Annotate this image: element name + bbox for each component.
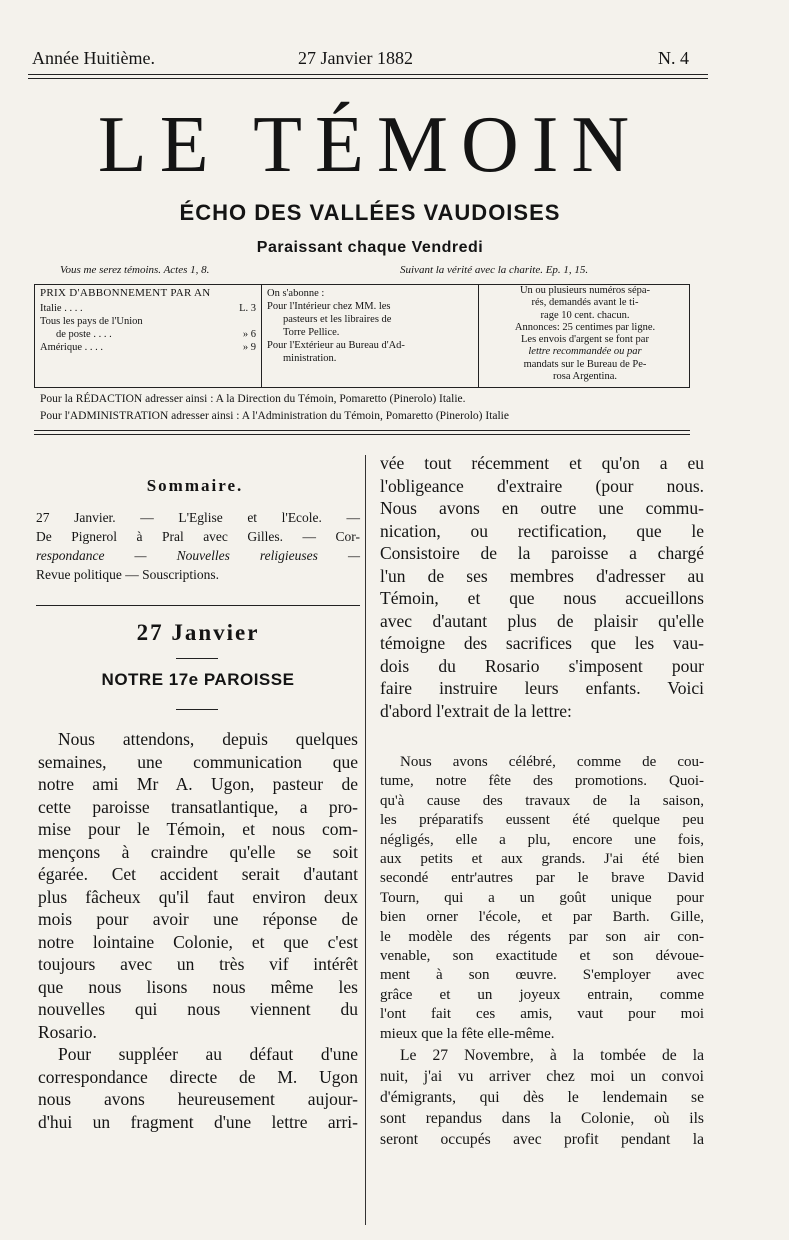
header-rule-double <box>28 78 708 79</box>
short-rule <box>176 709 218 710</box>
section-rule <box>36 605 360 606</box>
letter-excerpt: Nous avons célébré, comme de cou- tume, notre fête des promotions. Quoi- qu'à cause des travaux de la saison, les préparatifs eussent été quelque peu négligés, elle a plu, encore une fois, aux petits et aux grands. J'ai été bien secondé entr'autres par le brave David Tourn, qui a un goût unique pour bien orner l'école, et par Barth. Gille, le modèle des régents par son air con- venable, son exactitude et son dévoue- ment à son œuvre. S'employer avec grâce et un joyeux entrain, comme l'ont fait ces amis, vaut pour moi mieux que la fête elle-même. <box>380 754 704 1042</box>
sommaire-title: Sommaire. <box>146 476 244 495</box>
administration-address: Pour l'ADMINISTRATION adresser ainsi : A l'Administration du Témoin, Pomaretto (Pinerolo) Italie <box>40 410 509 422</box>
publication-frequency: Paraissant chaque Vendredi <box>256 239 484 256</box>
price-row: Amérique . . . . » 9 <box>40 342 256 353</box>
column-rule <box>365 455 366 1225</box>
issue-date: 27 Janvier 1882 <box>298 48 413 68</box>
masthead-subtitle: ÉCHO DES VALLÉES VAUDOISES <box>179 200 561 225</box>
article-dateline: 27 Janvier <box>136 620 260 645</box>
motto-left: Vous me serez témoins. Actes 1, 8. <box>60 264 210 276</box>
admin-addresses <box>40 391 690 425</box>
price-row: Tous les pays de l'Union <box>40 316 143 327</box>
subscription-where: On s'abonne : Pour l'Intérieur chez MM. les pasteurs et les libraires de Torre Pellice. Pour l'Extérieur au Bureau d'Ad- ministration. <box>267 288 405 364</box>
year-label: Année Huitième. <box>32 48 155 68</box>
subscription-heading: PRIX D'ABBONNEMENT PAR AN <box>40 287 211 299</box>
box-divider <box>261 285 262 387</box>
issue-number: N. 4 <box>658 48 689 68</box>
header-rule <box>28 74 708 75</box>
article-headline: NOTRE 17e PAROISSE <box>101 670 295 689</box>
subscription-box <box>34 284 690 388</box>
subscription-prices <box>40 287 258 354</box>
masthead-title: LE TÉMOIN <box>97 101 643 189</box>
admin-rule-double <box>34 434 690 435</box>
short-rule <box>176 658 218 659</box>
admin-rule <box>34 430 690 431</box>
article-left-column: Nous attendons, depuis quelques semaines, une communication que notre ami Mr A. Ugon, pasteur de cette paroisse transatlantique, a pro- mise pour le Témoin, et nous com- mençons à craindre qu'elle se soit égarée. Cet accident serait d'autant plus fâcheux qu'il faut environ deux mois pour avoir une réponse de notre lointaine Colonie, et que c'est toujours avec un très vif intérêt que nous lisons nous même les nouvelles qui nous viennent du Rosario. Pour suppléer au défaut d'une correspondance directe de M. Ugon nous avons heureusement aujour- d'hui un fragment d'une lettre arri- <box>38 729 358 1132</box>
box-divider <box>478 285 479 387</box>
subscription-notes: Un ou plusieurs numéros sépa- rés, demandés avant le ti- rage 10 cent. chacun. Annonces: 25 centimes par ligne. Les envois d'argent se font par lettre recommandée ou par mandats sur le Bureau de Pe- rosa Argentina. <box>514 285 656 383</box>
article-right-column: vée tout récemment et qu'on a eu l'obligeance d'extraire (pour nous. Nous avons en outre une commu- nication, ou rectification, que le Consistoire de la paroisse a chargé l'un de ses membres d'adresser au Témoin, et que nous accueillons avec d'autant plus de plaisir qu'elle témoigne des sacrifices que les vau- dois du Rosario s'imposent pour faire instruire leurs enfants. Voici d'abord l'extrait de la lettre: <box>380 453 704 721</box>
price-row: Italie . . . . L. 3 <box>40 303 256 314</box>
price-row: de poste . . . . » 6 <box>56 329 256 340</box>
motto-right: Suivant la vérité avec la charite. Ep. 1, 15. <box>400 264 589 276</box>
letter-excerpt-continued: Le 27 Novembre, à la tombée de la nuit, j'ai vu arriver chez moi un convoi d'émigrants, qui dès le lendemain se sont repandus dans la Colonie, où ils seront occupés avec profit pendant la <box>380 1047 704 1148</box>
redaction-address: Pour la RÉDACTION adresser ainsi : A la Direction du Témoin, Pomaretto (Pinerolo) Italie. <box>40 393 466 405</box>
sommaire-text: 27 Janvier. — L'Eglise et l'Ecole. — De Pignerol à Pral avec Gilles. — Cor- respondance — Nouvelles religieuses — Revue politique — Souscriptions. <box>36 510 360 582</box>
